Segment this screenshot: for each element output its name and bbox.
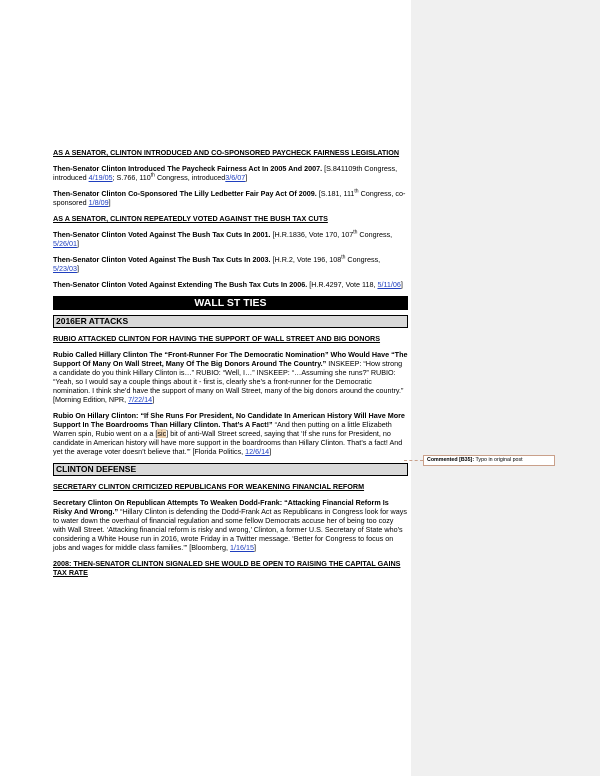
subsection-bar-defense: CLINTON DEFENSE	[53, 463, 408, 476]
entry-title: Then-Senator Clinton Voted Against The Bush Tax Cuts In 2001.	[53, 230, 271, 239]
citation-link-5-23-03[interactable]: 5/23/03	[53, 264, 77, 273]
comment-balloon[interactable]	[423, 455, 555, 466]
comment-connector-line	[404, 460, 423, 461]
document-body	[53, 148, 408, 584]
entry-rubio-npr: Rubio Called Hillary Clinton The “Front-Runner For The Democratic Nomination” Who Would Have “The Support Of Many On Wall Street, Many Of The Big Donors Around The Country.” INSKEEP: “How strong a candidate do you think Hillary Clinton is…” RUBIO: “Well, I…” INSKEEP: “…Assuming she runs?” RUBIO: “Yeah, so I would say a couple things about it - first is, clearly she’s a front-runner for the Democratic nomination. I think she’d have the support of many on Wall Street, many of the big donors around the country.” [Morning Edition, NPR, 7/22/14]	[53, 350, 408, 404]
section-heading-financial-reform: SECRETARY CLINTON CRITICIZED REPUBLICANS FOR WEAKENING FINANCIAL REFORM	[53, 482, 365, 491]
section-heading-capital-gains: 2008: THEN-SENATOR CLINTON SIGNALED SHE WOULD BE OPEN TO RAISING THE CAPITAL GAINS TAX RATE	[53, 559, 401, 577]
citation-link-5-11-06[interactable]: 5/11/06	[377, 280, 401, 289]
entry-title: Then-Senator Clinton Co-Sponsored The Lilly Ledbetter Fair Pay Act Of 2009.	[53, 189, 317, 198]
comment-text: Typo in original post	[475, 457, 523, 463]
chapter-banner: WALL ST TIES	[53, 296, 408, 310]
comment-label: Commented [B35]:	[427, 457, 475, 463]
section-heading-paycheck-fairness: AS A SENATOR, CLINTON INTRODUCED AND CO-SPONSORED PAYCHECK FAIRNESS LEGISLATION	[53, 148, 400, 157]
entry-tax-cuts-2006: Then-Senator Clinton Voted Against Extending The Bush Tax Cuts In 2006. [H.R.4297, Vote 118, 5/11/06]	[53, 280, 403, 289]
entry-title: Then-Senator Clinton Voted Against Extending The Bush Tax Cuts In 2006.	[53, 280, 308, 289]
citation-link-1-8-09[interactable]: 1/8/09	[88, 198, 109, 207]
section-heading-rubio: RUBIO ATTACKED CLINTON FOR HAVING THE SUPPORT OF WALL STREET AND BIG DONORS	[53, 334, 381, 343]
entry-citation: [S.841109th Congress, introduced	[53, 164, 398, 182]
entry-title: Secretary Clinton On Republican Attempts To Weaken Dodd-Frank: “Attacking Financial Reform Is Risky And Wrong.”	[53, 498, 389, 516]
subsection-bar-attacks: 2016ER ATTACKS	[53, 315, 408, 328]
entry-paycheck-fairness-act: Then-Senator Clinton Introduced The Paycheck Fairness Act In 2005 And 2007. [S.841109th Congress, introduced 4/19/05; S.766, 110th Congress, introduced3/6/07]	[53, 164, 398, 182]
entry-quote: “And then putting on a little Elizabeth Warren spin, Rubio went on a a [	[53, 420, 392, 438]
citation-link-5-26-01[interactable]: 5/26/01	[53, 239, 77, 248]
entry-lilly-ledbetter: Then-Senator Clinton Co-Sponsored The Lilly Ledbetter Fair Pay Act Of 2009. [S.181, 111th Congress, co-sponsored 1/8/09]	[53, 188, 406, 207]
entry-title: Then-Senator Clinton Voted Against The Bush Tax Cuts In 2003.	[53, 255, 271, 264]
section-heading-bush-tax-cuts: AS A SENATOR, CLINTON REPEATEDLY VOTED AGAINST THE BUSH TAX CUTS	[53, 214, 328, 223]
entry-title: Rubio On Hillary Clinton: “If She Runs For President, No Candidate In American History Will Have More Support In The Boardrooms Than Hillary Clinton. That’s A Fact!”	[53, 411, 405, 429]
entry-quote: INSKEEP: “How strong a candidate do you think Hillary Clinton is…” RUBIO: “Well, I…” INSKEEP: “…Assuming she runs?” RUBIO: “Yeah, so I would say a couple things about it - first is, clearly she’s a front-runner for the Democratic nomination. I think she’d have the support of many on Wall Street, many of the big donors around the country.” [Morning Edition, NPR,	[53, 359, 404, 404]
citation-link-1-16-15[interactable]: 1/16/15	[229, 543, 254, 552]
citation-link-4-19-05[interactable]: 4/19/05	[88, 173, 113, 182]
sic-highlight[interactable]: sic	[157, 429, 167, 438]
entry-tax-cuts-2003: Then-Senator Clinton Voted Against The Bush Tax Cuts In 2003. [H.R.2, Vote 196, 108th Congress, 5/23/03]	[53, 254, 381, 273]
entry-tax-cuts-2001: Then-Senator Clinton Voted Against The Bush Tax Cuts In 2001. [H.R.1836, Vote 170, 107th Congress, 5/26/01]	[53, 229, 393, 248]
entry-rubio-florida-politics: Rubio On Hillary Clinton: “If She Runs For President, No Candidate In American History Will Have More Support In The Boardrooms Than Hillary Clinton. That’s A Fact!” “And then putting on a little Elizabeth Warren spin, Rubio went on a a [sic] bit of anti-Wall Street screed, saying that ‘If she runs for President, no candidate in American history will have more support in the boardrooms than Hillary Clinton. That’s a fact! And yet the average voter doesn’t believe that.’” [Florida Politics, 12/6/14]	[53, 411, 405, 456]
entry-quote: “Hillary Clinton is defending the Dodd-Frank Act as Republicans in Congress look for ways to water down the overhaul of financial regulation and some fellow Democrats accuse her of being too cozy with Wall Street. ‘Attacking financial reform is risky and wrong,’ Clinton, a former U.S. Secretary of State who’s considering a White House run in 2016, wrote Friday in a Twitter message. ‘Better for Congress to focus on jobs and wages for middle class families.’” [Bloomberg,	[53, 507, 407, 552]
entry-title: Then-Senator Clinton Introduced The Paycheck Fairness Act In 2005 And 2007.	[53, 164, 323, 173]
comment-margin-pane	[411, 0, 600, 776]
citation-link-7-22-14[interactable]: 7/22/14	[128, 395, 153, 404]
citation-link-12-6-14[interactable]: 12/6/14	[245, 447, 270, 456]
citation-link-3-6-07[interactable]: 3/6/07	[225, 173, 246, 182]
entry-title: Rubio Called Hillary Clinton The “Front-Runner For The Democratic Nomination” Who Would Have “The Support Of Many On Wall Street, Many Of The Big Donors Around The Country.”	[53, 350, 408, 368]
entry-dodd-frank: Secretary Clinton On Republican Attempts To Weaken Dodd-Frank: “Attacking Financial Reform Is Risky And Wrong.” “Hillary Clinton is defending the Dodd-Frank Act as Republicans in Congress look for ways to water down the overhaul of financial regulation and some fellow Democrats accuse her of being too cozy with Wall Street. ‘Attacking financial reform is risky and wrong,’ Clinton, a former U.S. Secretary of State who’s considering a White House run in 2016, wrote Friday in a Twitter message. ‘Better for Congress to focus on jobs and wages for middle class families.’” [Bloomberg, 1/16/15]	[53, 498, 407, 552]
